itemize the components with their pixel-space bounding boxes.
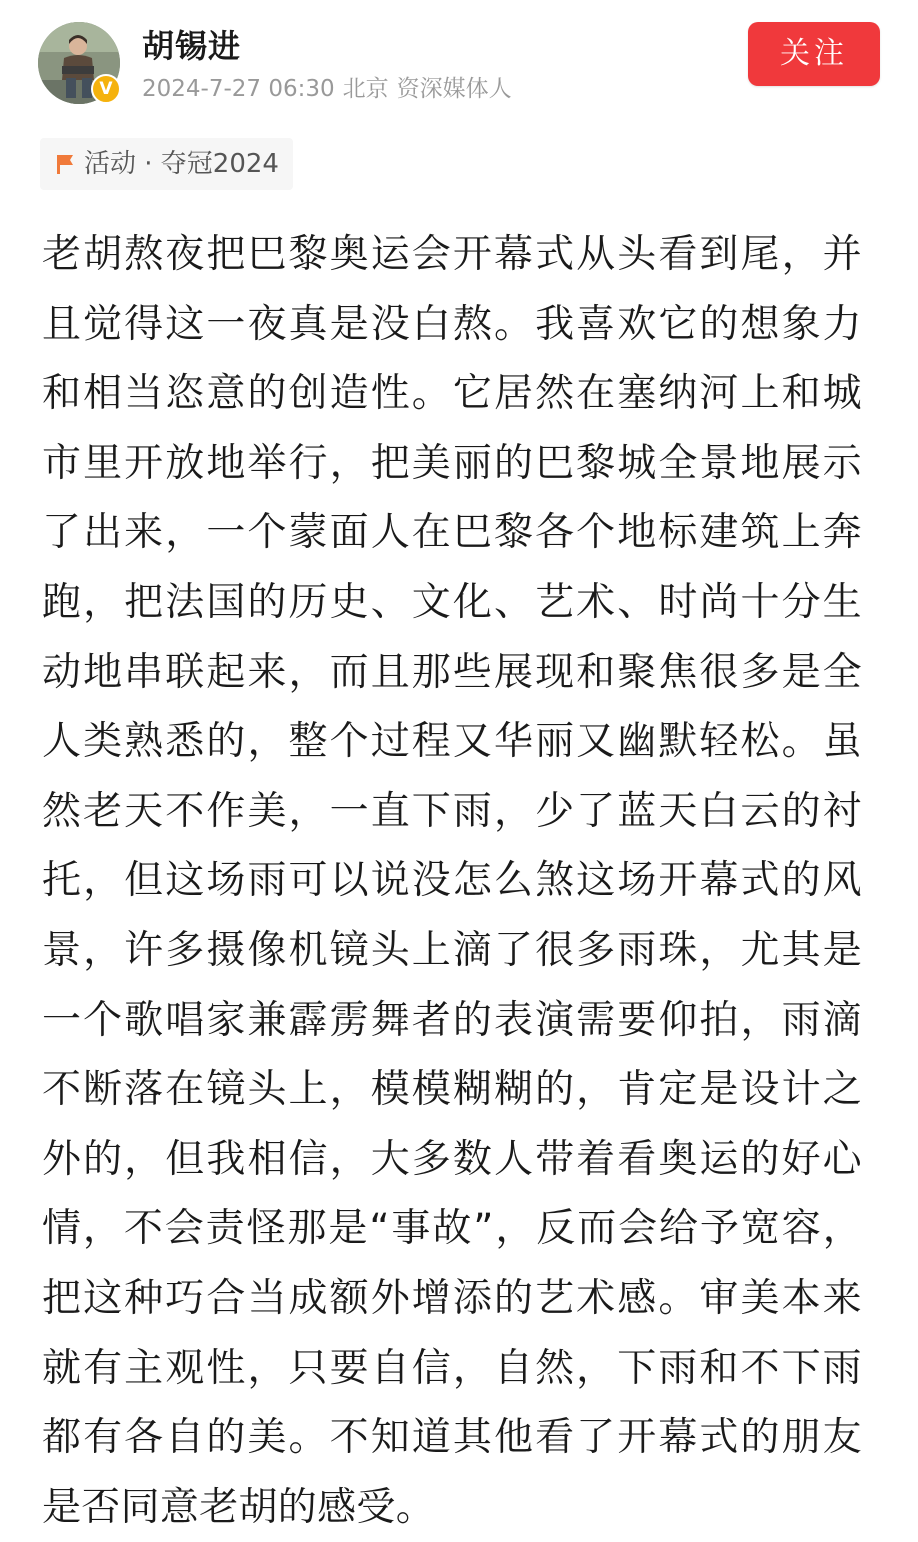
post-meta	[142, 74, 520, 104]
author-name[interactable]: 胡锡进	[142, 27, 242, 65]
activity-tag[interactable]	[40, 138, 293, 190]
flag-icon	[54, 152, 76, 176]
post-location: 北京	[342, 76, 389, 102]
article-body: 老胡熬夜把巴黎奥运会开幕式从头看到尾，并且觉得这一夜真是没白熬。我喜欢它的想象力和相当恣意的创造性。它居然在塞纳河上和城市里开放地举行，把美丽的巴黎城全景地展示了出来，一个蒙面人在巴黎各个地标建筑上奔跑，把法国的历史、文化、艺术、时尚十分生动地串联起来，而且那些展现和聚焦很多是全人类熟悉的，整个过程又华丽又幽默轻松。虽然老天不作美，一直下雨，少了蓝天白云的衬托，但这场雨可以说没怎么煞这场开幕式的风景，许多摄像机镜头上滴了很多雨珠，尤其是一个歌唱家兼霹雳舞者的表演需要仰拍，雨滴不断落在镜头上，模模糊糊的，肯定是设计之外的，但我相信，大多数人带着看奥运的好心情，不会责怪那是“事故”，反而会给予宽容，把这种巧合当成额外增添的艺术感。审美本来就有主观性，只要自信，自然，下雨和不下雨都有各自的美。不知道其他看了开幕式的朋友是否同意老胡的感受。	[42, 232, 862, 1530]
verified-v-icon: V	[91, 74, 121, 104]
post-datetime: 2024-7-27 06:30	[142, 76, 335, 102]
post-header	[0, 0, 918, 120]
author-identity: 资深媒体人	[396, 76, 512, 102]
activity-label: 活动 · 夺冠2024	[84, 149, 279, 179]
follow-button[interactable]: 关注	[748, 22, 880, 86]
